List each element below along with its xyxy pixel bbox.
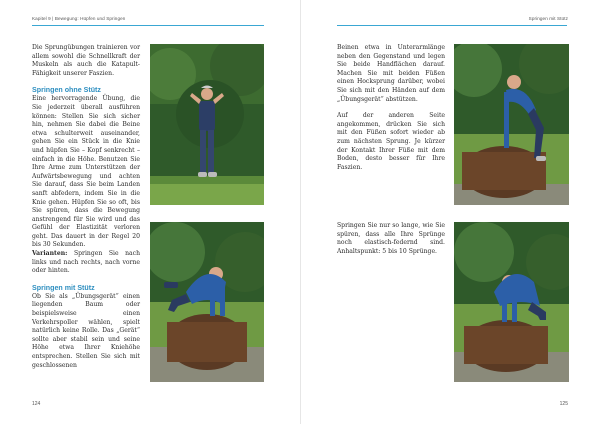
section1-paragraph: Eine hervorragende Übung, die Sie jederzeit überall ausführen können: Stellen Sie sich sicher hin, nehmen Sie dabei die Beine etwa schulterweit auseinander, gehen Sie ein Stück in die Knie und hüpfen Sie – Kopf senkrecht – einfach in die Höhe. Benutzen Sie Ihre Arme zum Unterstützen der Aufwärtsbewegung und achten Sie darauf, dass Sie beim Landen sanft abfedern, indem Sie in die Knie gehen. Hüpfen Sie so oft, bis Sie spüren, dass die Bewegung anstrengend für Sie wird und das Gefühl der Elastizität verloren geht. Das dauert in der Regel 20 bis 30 Sekunden.: [32, 95, 140, 249]
page-number-left: 124: [32, 401, 41, 407]
variants-text: Springen Sie nach links und nach rechts, nach vorne oder hinten.: [32, 250, 141, 275]
right-page: [300, 0, 600, 424]
header-rule-left: [32, 25, 264, 26]
photo-vault-over-log-right-bottom: [454, 222, 569, 382]
photo-vault-over-log-left: [150, 222, 264, 382]
right-paragraph-1: Beinen etwa in Unterarmlänge neben den Gegenstand und legen Sie beide Handflächen darauf. Machen Sie mit beiden Füßen einen Hocksprung darüber, wobei Sie sich mit den Händen auf dem „Übungsgerät“ abstützen.: [337, 44, 445, 103]
right-paragraph-3: Springen Sie nur so lange, wie Sie spüren, dass alle Ihre Sprünge noch elastisch-federnd sind. Anhaltspunkt: 5 bis 10 Sprünge.: [337, 222, 445, 255]
running-header-right: Springen mit Stütz: [528, 16, 568, 21]
page-number-right: 125: [559, 401, 568, 407]
section2-paragraph: Ob Sie als „Übungsgerät“ einen liegenden Baum oder beispielsweise einen Verkehrspoller wählen, spielt natürlich keine Rolle. Das „Gerät“ sollte aber stabil sein und seine Höhe etwa Ihrer Kniehöhe entsprechen. Stellen Sie sich mit geschlossenen: [32, 292, 140, 369]
intro-paragraph: Die Sprungübungen trainieren vor allem sowohl die Schnellkraft der Muskeln als auch die Katapult-Fähigkeit unserer Faszien.: [32, 44, 140, 77]
header-rule-right: [337, 25, 567, 26]
right-text-column-1: [337, 44, 445, 172]
photo-jump-without-support: [150, 44, 264, 205]
left-text-column: [32, 44, 140, 370]
variants-paragraph: [32, 250, 140, 276]
running-header-left: Kapitel 9 | Bewegung: Hüpfen und Springen: [32, 16, 126, 21]
section-heading-springen-ohne-stuetz: Springen ohne Stütz: [32, 86, 101, 95]
right-paragraph-2: Auf der anderen Seite angekommen, drücken Sie sich mit den Füßen sofort wieder ab zum nächsten Sprung. Je kürzer der Kontakt Ihrer Füße mit dem Boden, desto besser für Ihre Faszien.: [337, 112, 445, 171]
photo-vault-over-log-right-top: [454, 44, 569, 205]
right-text-column-2: [337, 222, 445, 256]
variants-label: Varianten:: [32, 250, 68, 258]
section-heading-springen-mit-stuetz: Springen mit Stütz: [32, 283, 95, 292]
